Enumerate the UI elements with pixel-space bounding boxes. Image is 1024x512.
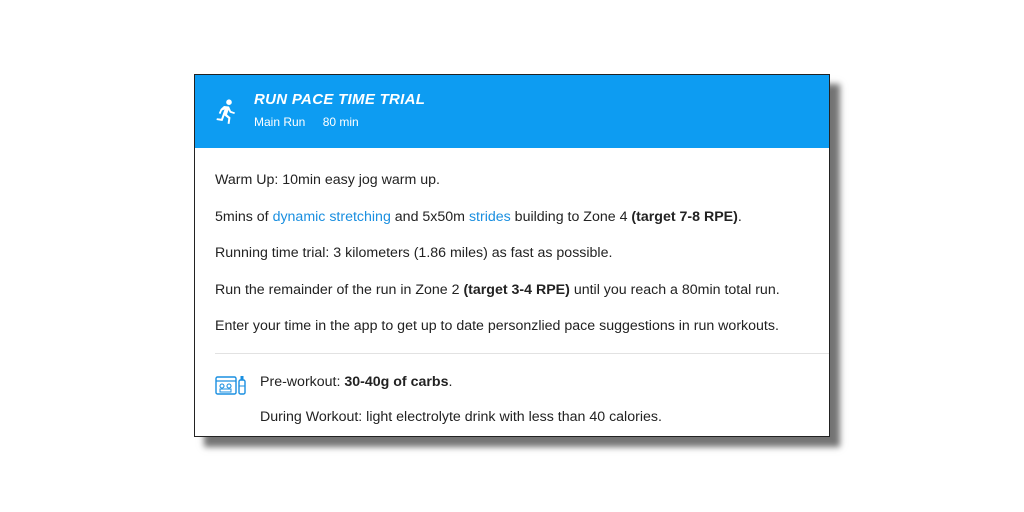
workout-header — [195, 75, 829, 148]
workout-type: Main Run — [254, 115, 306, 129]
workout-title: RUN PACE TIME TRIAL — [254, 91, 426, 108]
pre-workout-end: . — [448, 373, 453, 390]
workout-body — [195, 148, 829, 426]
workout-card — [194, 74, 830, 437]
strides-link[interactable]: strides — [468, 208, 511, 225]
pre-workout-text — [260, 374, 829, 391]
pre-workout-carbs: 30-40g of carbs — [344, 373, 449, 390]
stretch-end: . — [737, 208, 742, 225]
nutrition-section — [215, 354, 829, 426]
remainder-text — [215, 282, 829, 299]
workout-meta — [254, 115, 373, 129]
remainder-target: (target 3-4 RPE) — [463, 281, 570, 298]
stretch-prefix: 5mins of — [215, 208, 273, 225]
stretch-suffix: building to Zone 4 — [510, 208, 632, 225]
during-workout-text: During Workout: light electrolyte drink with less than 40 calories. — [260, 408, 662, 425]
stretch-middle: and 5x50m — [390, 208, 469, 225]
remainder-suffix: until you reach a 80min total run. — [569, 281, 780, 298]
workout-duration: 80 min — [322, 115, 359, 129]
remainder-prefix: Run the remainder of the run in Zone 2 — [215, 281, 464, 298]
nutrition-icon — [215, 374, 247, 396]
dynamic-stretching-link[interactable]: dynamic stretching — [272, 208, 391, 225]
nutrition-lines — [260, 374, 829, 426]
pre-workout-prefix: Pre-workout: — [260, 373, 345, 390]
stretch-text — [215, 209, 829, 226]
trial-text: Running time trial: 3 kilometers (1.86 miles) as fast as possible. — [215, 245, 613, 262]
running-person-icon — [214, 99, 238, 125]
enter-time-text: Enter your time in the app to get up to date personzlied pace suggestions in run workouts. — [215, 318, 779, 335]
warmup-text: Warm Up: 10min easy jog warm up. — [215, 172, 440, 188]
stretch-target: (target 7-8 RPE) — [631, 208, 738, 225]
